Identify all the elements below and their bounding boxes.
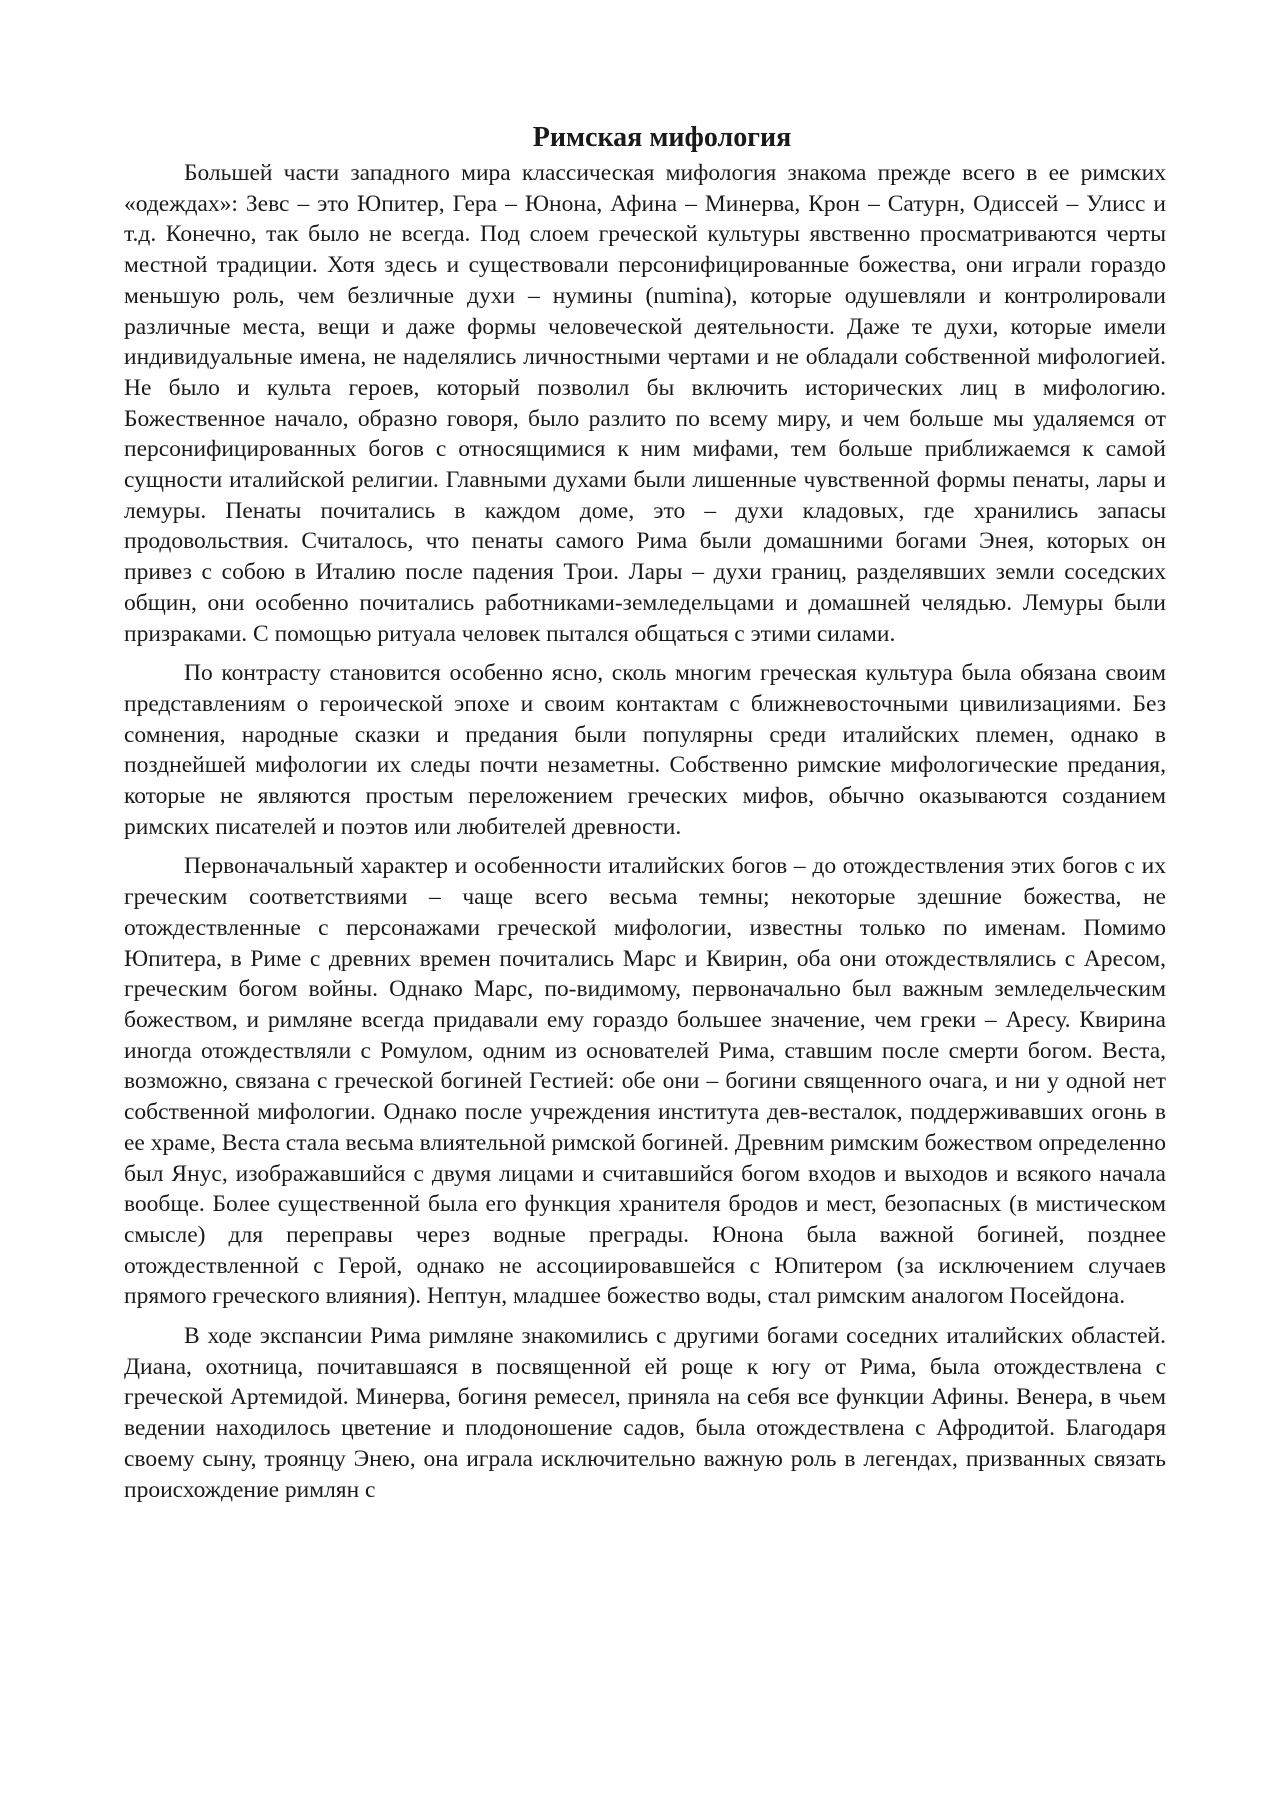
- document-title: Римская мифология: [532, 122, 792, 153]
- document-page: [124, 118, 1166, 1788]
- paragraph-2: По контрасту становится особенно ясно, сколь многим греческая культура была обязана своим представлениям о героической эпохе и своим контактам с ближневосточными цивилизациями. Без сомнения, народные сказки и предания были популярны среди италийских племен, однако в позднейшей мифологии их следы почти незаметны. Собственно римские мифологические предания, которые не являются простым переложением греческих мифов, обычно оказываются созданием римских писателей и поэтов или любителей древности.: [124, 660, 1166, 840]
- paragraph-4: В ходе экспансии Рима римляне знакомились с другими богами соседних италийских областей. Диана, охотница, почитавшаяся в посвященной ей роще к югу от Рима, была отождествлена с греческой Артемидой. Минерва, богиня ремесел, приняла на себя все функции Афины. Венера, в чьем ведении находилось цветение и плодоношение садов, была отождествлена с Афродитой. Благодаря своему сыну, троянцу Энею, она играла исключительно важную роль в легендах, призванных связать происхождение римлян с: [124, 1323, 1166, 1503]
- paragraph-3: Первоначальный характер и особенности италийских богов – до отождествления этих богов с их греческим соответствиями – чаще всего весьма темны; некоторые здешние божества, не отождествленные с персонажами греческой мифологии, известны только по именам. Помимо Юпитера, в Риме с древних времен почитались Марс и Квирин, оба они отождествлялись с Аресом, греческим богом войны. Однако Марс, по-видимому, первоначально был важным земледельческим божеством, и римляне всегда придавали ему гораздо большее значение, чем греки – Аресу. Квирина иногда отождествляли с Ромулом, одним из основателей Рима, ставшим после смерти богом. Веста, возможно, связана с греческой богиней Гестией: обе они – богини священного очага, и ни у одной нет собственной мифологии. Однако после учреждения института дев-весталок, поддерживавших огонь в ее храме, Веста стала весьма влиятельной римской богиней. Древним римским божеством определенно был Янус, изображавшийся с двумя лицами и считавшийся богом входов и выходов и всякого начала вообще. Более существенной была его функция хранителя бродов и мест, безопасных (в мистическом смысле) для переправы через водные преграды. Юнона была важной богиней, позднее отождествленной с Герой, однако не ассоциировавшейся с Юпитером (за исключением случаев прямого греческого влияния). Нептун, младшее божество воды, стал римским аналогом Посейдона.: [124, 853, 1166, 1310]
- paragraph-1: Большей части западного мира классическая мифология знакома прежде всего в ее римских «одеждах»: Зевс – это Юпитер, Гера – Юнона, Афина – Минерва, Крон – Сатурн, Одиссей – Улисс и т.д. Конечно, так было не всегда. Под слоем греческой культуры явственно просматриваются черты местной традиции. Хотя здесь и существовали персонифицированные божества, они играли гораздо меньшую роль, чем безличные духи – нумины (numina), которые одушевляли и контролировали различные места, вещи и даже формы человеческой деятельности. Даже те духи, которые имели индивидуальные имена, не наделялись личностными чертами и не обладали собственной мифологией. Не было и культа героев, который позволил бы включить исторических лиц в мифологию. Божественное начало, образно говоря, было разлито по всему миру, и чем больше мы удаляемся от персонифицированных богов с относящимися к ним мифами, тем больше приближаемся к самой сущности италийской религии. Главными духами были лишенные чувственной формы пенаты, лары и лемуры. Пенаты почитались в каждом доме, это – духи кладовых, где хранились запасы продовольствия. Считалось, что пенаты самого Рима были домашними богами Энея, которых он привез с собою в Италию после падения Трои. Лары – духи границ, разделявших земли соседских общин, они особенно почитались работниками-земледельцами и домашней челядью. Лемуры были призраками. С помощью ритуала человек пытался общаться с этими силами.: [124, 160, 1166, 647]
